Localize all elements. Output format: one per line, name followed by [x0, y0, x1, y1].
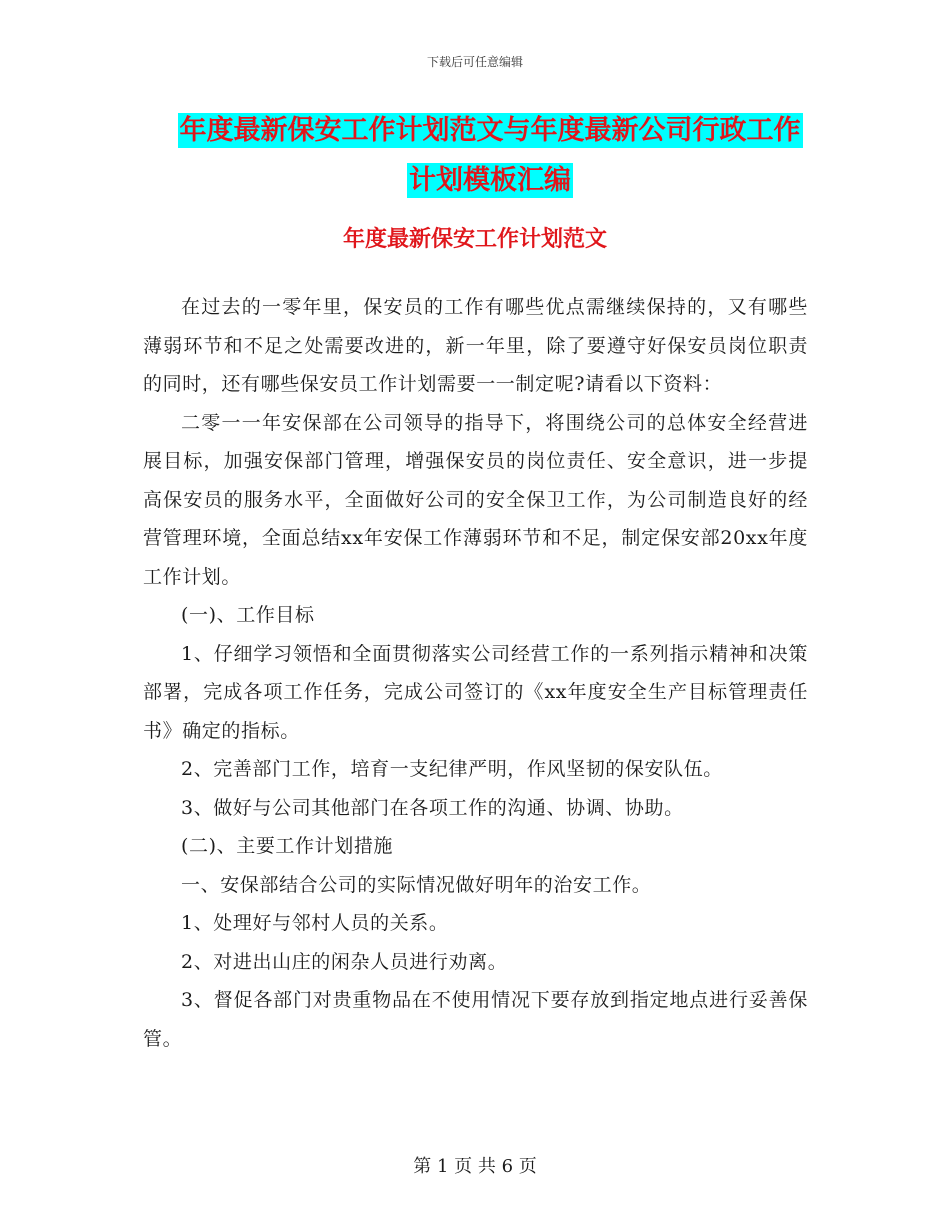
document-title — [160, 106, 820, 206]
paragraph-measure-1: 一、安保部结合公司的实际情况做好明年的治安工作。 — [181, 873, 652, 896]
paragraph-measure-1-3: 3、督促各部门对贵重物品在不使用情况下要存放到指定地点进行妥善保管。 — [143, 989, 808, 1050]
paragraph-overview: 二零一一年安保部在公司领导的指导下，将围绕公司的总体安全经营进展目标，加强安保部门管理，增强保安员的岗位责任、安全意识，进一步提高保安员的服务水平，全面做好公司的安全保卫工作，为公司制造良好的经营管理环境，全面总结xx年安保工作薄弱环节和不足，制定保安部20xx年度工作计划。 — [143, 411, 808, 588]
heading-work-goals: (一)、工作目标 — [181, 604, 315, 626]
document-body — [143, 288, 808, 1058]
paragraph-goal-1: 1、仔细学习领悟和全面贯彻落实公司经营工作的一系列指示精神和决策部署，完成各项工作任务，完成公司签订的《xx年度安全生产目标管理责任书》确定的指标。 — [143, 642, 808, 742]
document-title-line2: 计划模板汇编 — [409, 165, 571, 196]
paragraph-measure-1-1: 1、处理好与邻村人员的关系。 — [181, 912, 449, 934]
paragraph-intro: 在过去的一零年里，保安员的工作有哪些优点需继续保持的，又有哪些薄弱环节和不足之处需要改进的，新一年里，除了要遵守好保安员岗位职责的同时，还有哪些保安员工作计划需要一一制定呢?请看以下资料： — [143, 296, 808, 395]
section-title: 年度最新保安工作计划范文 — [342, 227, 607, 252]
page-footer: 第 1 页 共 6 页 — [413, 1156, 537, 1177]
heading-main-measures: (二)、主要工作计划措施 — [181, 835, 394, 857]
paragraph-goal-3: 3、做好与公司其他部门在各项工作的沟通、协调、协助。 — [181, 796, 684, 819]
paragraph-measure-1-2: 2、对进出山庄的闲杂人员进行劝离。 — [181, 950, 508, 973]
paragraph-goal-2: 2、完善部门工作，培育一支纪律严明，作风坚韧的保安队伍。 — [181, 758, 723, 780]
header-note: 下载后可任意编辑 — [426, 55, 523, 69]
document-title-line1: 年度最新保安工作计划范文与年度最新公司行政工作 — [179, 115, 801, 146]
